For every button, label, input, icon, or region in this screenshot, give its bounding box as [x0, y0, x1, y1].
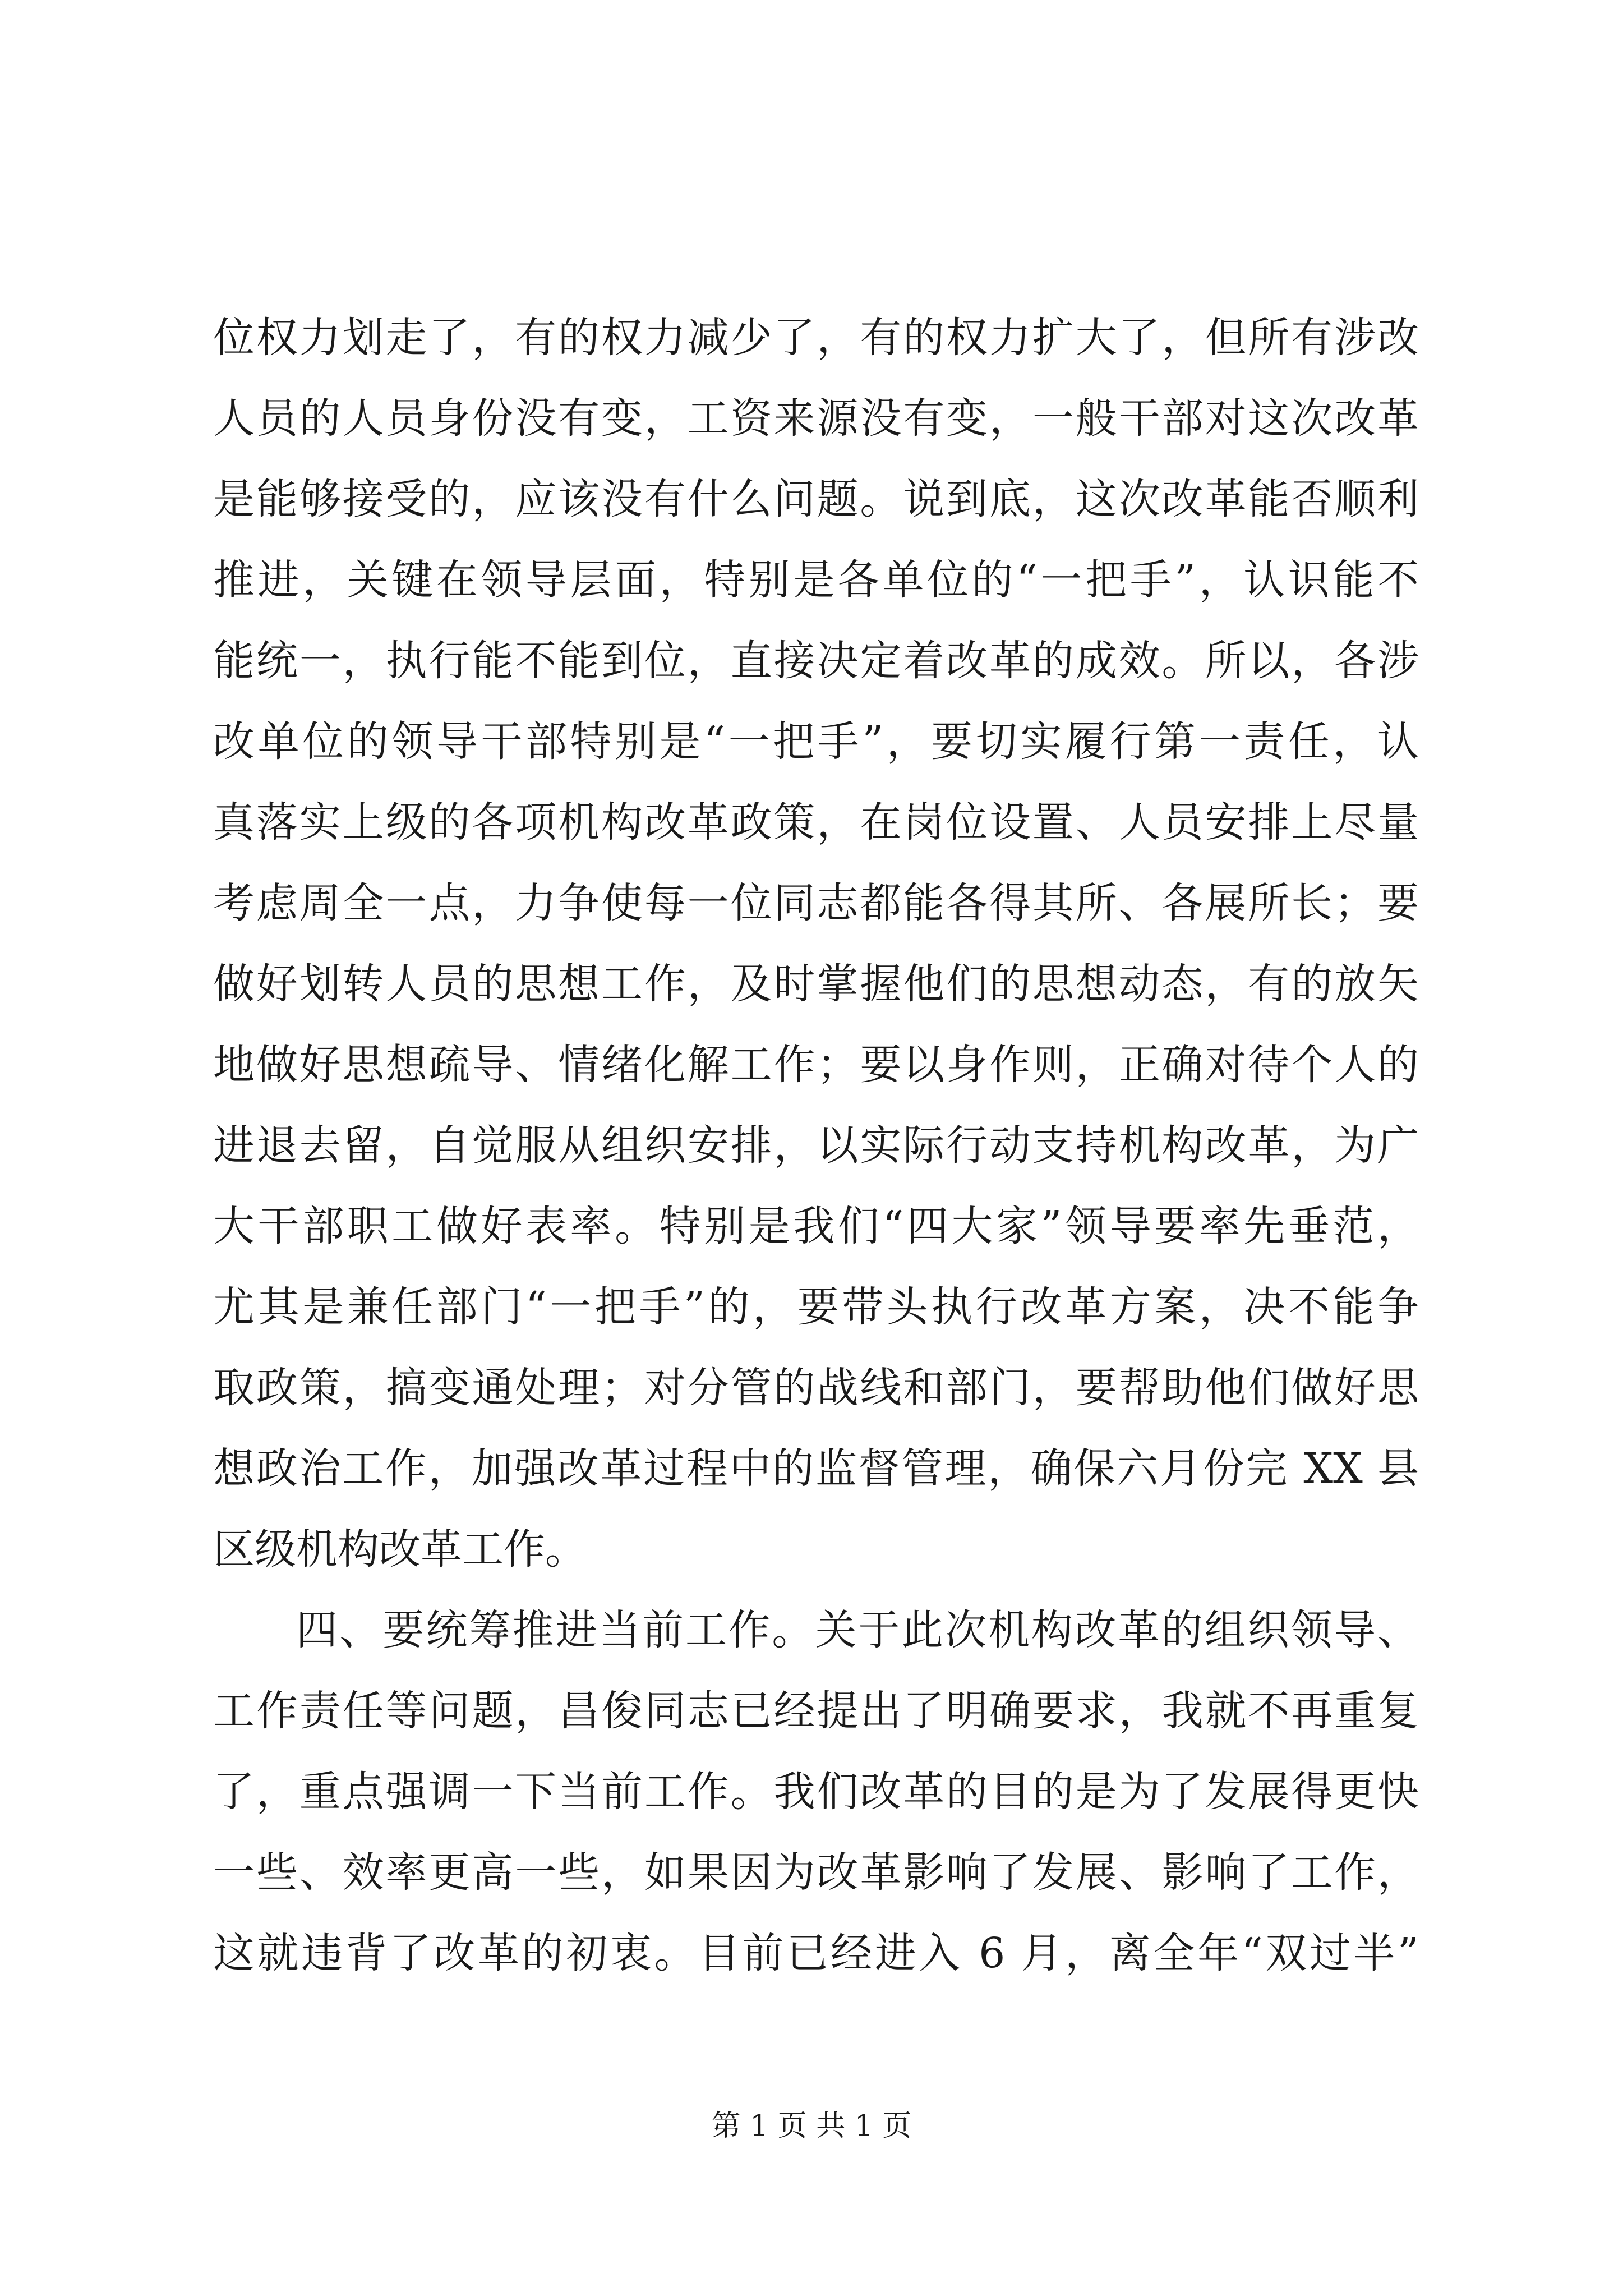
text-line: 地做好思想疏导、情绪化解工作；要以身作则，正确对待个人的	[213, 1041, 1419, 1089]
text-line: 一些、效率更高一些，如果因为改革影响了发展、影响了工作，	[213, 1848, 1419, 1897]
document-body	[213, 297, 1419, 1994]
text-line: 考虑周全一点，力争使每一位同志都能各得其所、各展所长；要	[213, 879, 1419, 927]
text-line: 推进，关键在领导层面，特别是各单位的“一把手”，认识能不	[213, 556, 1419, 604]
text-line: 能统一，执行能不能到位，直接决定着改革的成效。所以，各涉	[213, 637, 1419, 685]
text-line: 人员的人员身份没有变，工资来源没有变，一般干部对这次改革	[213, 394, 1419, 443]
text-line: 这就违背了改革的初衷。目前已经进入 6 月，离全年“双过半”	[213, 1929, 1419, 1977]
text-line: 做好划转人员的思想工作，及时掌握他们的思想动态，有的放矢	[213, 960, 1419, 1008]
text-line: 想政治工作，加强改革过程中的监督管理，确保六月份完 XX 县	[213, 1444, 1419, 1493]
text-line: 取政策，搞变通处理；对分管的战线和部门，要帮助他们做好思	[213, 1364, 1419, 1412]
text-line: 大干部职工做好表率。特别是我们“四大家”领导要率先垂范，	[213, 1202, 1419, 1250]
text-line: 工作责任等问题，昌俊同志已经提出了明确要求，我就不再重复	[213, 1687, 1419, 1735]
text-line: 改单位的领导干部特别是“一把手”，要切实履行第一责任，认	[213, 717, 1419, 766]
text-line: 位权力划走了，有的权力减少了，有的权力扩大了，但所有涉改	[213, 314, 1419, 362]
text-line-paragraph-start: 四、要统筹推进当前工作。关于此次机构改革的组织领导、	[296, 1606, 1419, 1654]
text-line: 尤其是兼任部门“一把手”的，要带头执行改革方案，决不能争	[213, 1283, 1419, 1331]
page-footer: 第 1 页 共 1 页	[711, 2109, 912, 2143]
text-line: 真落实上级的各项机构改革政策，在岗位设置、人员安排上尽量	[213, 798, 1419, 846]
text-line: 进退去留，自觉服从组织安排，以实际行动支持机构改革，为广	[213, 1121, 1419, 1170]
text-line-paragraph-end: 区级机构改革工作。	[213, 1525, 587, 1573]
text-line: 是能够接受的，应该没有什么问题。说到底，这次改革能否顺利	[213, 475, 1419, 523]
text-line: 了，重点强调一下当前工作。我们改革的目的是为了发展得更快	[213, 1768, 1419, 1816]
